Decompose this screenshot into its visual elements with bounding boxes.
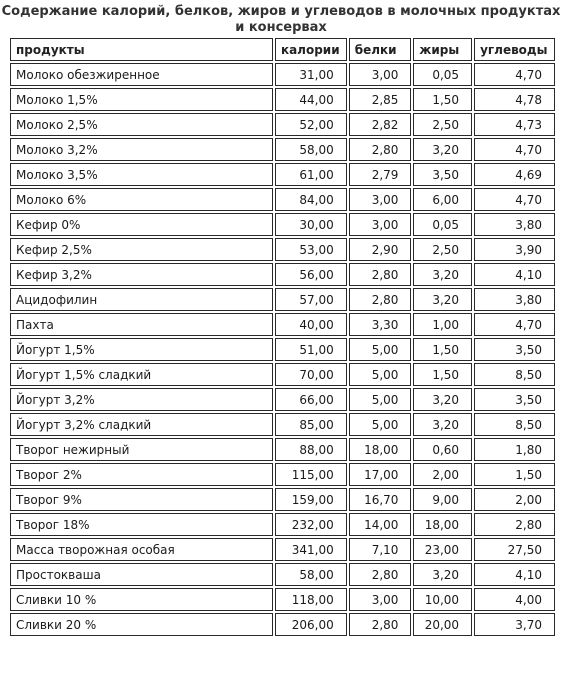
product-name-cell: Молоко 1,5% xyxy=(10,88,273,111)
product-name-cell: Творог 2% xyxy=(10,463,273,486)
table-row xyxy=(10,338,555,361)
product-name-cell: Сливки 20 % xyxy=(10,613,273,636)
calories-cell: 232,00 xyxy=(275,513,347,536)
carbs-cell: 4,70 xyxy=(474,63,555,86)
calories-cell: 85,00 xyxy=(275,413,347,436)
fats-cell: 3,20 xyxy=(413,263,472,286)
product-name-cell: Молоко 3,2% xyxy=(10,138,273,161)
calories-cell: 118,00 xyxy=(275,588,347,611)
carbs-cell: 3,90 xyxy=(474,238,555,261)
calories-cell: 70,00 xyxy=(275,363,347,386)
calories-cell: 51,00 xyxy=(275,338,347,361)
header-carbs: углеводы xyxy=(474,38,555,61)
fats-cell: 18,00 xyxy=(413,513,472,536)
carbs-cell: 1,80 xyxy=(474,438,555,461)
table-row xyxy=(10,613,555,636)
table-row xyxy=(10,63,555,86)
product-name-cell: Пахта xyxy=(10,313,273,336)
table-row xyxy=(10,513,555,536)
carbs-cell: 8,50 xyxy=(474,413,555,436)
table-row xyxy=(10,438,555,461)
carbs-cell: 4,70 xyxy=(474,188,555,211)
proteins-cell: 2,82 xyxy=(349,113,412,136)
proteins-cell: 2,80 xyxy=(349,138,412,161)
calories-cell: 66,00 xyxy=(275,388,347,411)
carbs-cell: 2,80 xyxy=(474,513,555,536)
fats-cell: 3,20 xyxy=(413,413,472,436)
proteins-cell: 2,80 xyxy=(349,563,412,586)
calories-cell: 30,00 xyxy=(275,213,347,236)
product-name-cell: Творог нежирный xyxy=(10,438,273,461)
carbs-cell: 4,78 xyxy=(474,88,555,111)
carbs-cell: 8,50 xyxy=(474,363,555,386)
table-row xyxy=(10,138,555,161)
fats-cell: 2,00 xyxy=(413,463,472,486)
calories-cell: 61,00 xyxy=(275,163,347,186)
carbs-cell: 4,10 xyxy=(474,563,555,586)
nutrition-table xyxy=(8,36,557,638)
fats-cell: 2,50 xyxy=(413,113,472,136)
calories-cell: 53,00 xyxy=(275,238,347,261)
carbs-cell: 2,00 xyxy=(474,488,555,511)
fats-cell: 1,50 xyxy=(413,363,472,386)
proteins-cell: 7,10 xyxy=(349,538,412,561)
carbs-cell: 1,50 xyxy=(474,463,555,486)
table-row xyxy=(10,263,555,286)
carbs-cell: 3,50 xyxy=(474,338,555,361)
fats-cell: 10,00 xyxy=(413,588,472,611)
fats-cell: 6,00 xyxy=(413,188,472,211)
proteins-cell: 2,79 xyxy=(349,163,412,186)
calories-cell: 159,00 xyxy=(275,488,347,511)
proteins-cell: 5,00 xyxy=(349,388,412,411)
proteins-cell: 3,00 xyxy=(349,188,412,211)
table-row xyxy=(10,188,555,211)
proteins-cell: 2,80 xyxy=(349,288,412,311)
carbs-cell: 27,50 xyxy=(474,538,555,561)
product-name-cell: Творог 18% xyxy=(10,513,273,536)
fats-cell: 0,05 xyxy=(413,63,472,86)
calories-cell: 52,00 xyxy=(275,113,347,136)
fats-cell: 3,20 xyxy=(413,288,472,311)
product-name-cell: Йогурт 3,2% сладкий xyxy=(10,413,273,436)
table-row xyxy=(10,313,555,336)
carbs-cell: 4,70 xyxy=(474,313,555,336)
proteins-cell: 3,00 xyxy=(349,588,412,611)
table-row xyxy=(10,388,555,411)
carbs-cell: 4,70 xyxy=(474,138,555,161)
product-name-cell: Йогурт 3,2% xyxy=(10,388,273,411)
carbs-cell: 3,80 xyxy=(474,213,555,236)
proteins-cell: 3,30 xyxy=(349,313,412,336)
product-name-cell: Кефир 2,5% xyxy=(10,238,273,261)
table-row xyxy=(10,463,555,486)
carbs-cell: 4,00 xyxy=(474,588,555,611)
carbs-cell: 4,73 xyxy=(474,113,555,136)
calories-cell: 115,00 xyxy=(275,463,347,486)
carbs-cell: 3,50 xyxy=(474,388,555,411)
fats-cell: 9,00 xyxy=(413,488,472,511)
product-name-cell: Йогурт 1,5% сладкий xyxy=(10,363,273,386)
table-row xyxy=(10,488,555,511)
calories-cell: 88,00 xyxy=(275,438,347,461)
calories-cell: 31,00 xyxy=(275,63,347,86)
table-row xyxy=(10,563,555,586)
product-name-cell: Молоко 3,5% xyxy=(10,163,273,186)
calories-cell: 84,00 xyxy=(275,188,347,211)
header-calories: калории xyxy=(275,38,347,61)
fats-cell: 2,50 xyxy=(413,238,472,261)
carbs-cell: 4,69 xyxy=(474,163,555,186)
table-row xyxy=(10,113,555,136)
fats-cell: 3,50 xyxy=(413,163,472,186)
fats-cell: 1,50 xyxy=(413,338,472,361)
fats-cell: 0,60 xyxy=(413,438,472,461)
product-name-cell: Сливки 10 % xyxy=(10,588,273,611)
calories-cell: 57,00 xyxy=(275,288,347,311)
table-row xyxy=(10,588,555,611)
carbs-cell: 3,80 xyxy=(474,288,555,311)
proteins-cell: 3,00 xyxy=(349,63,412,86)
product-name-cell: Творог 9% xyxy=(10,488,273,511)
page-title: Содержание калорий, белков, жиров и углеводов в молочных продуктах и консервах xyxy=(1,4,561,35)
calories-cell: 56,00 xyxy=(275,263,347,286)
calories-cell: 44,00 xyxy=(275,88,347,111)
product-name-cell: Молоко 6% xyxy=(10,188,273,211)
table-row xyxy=(10,413,555,436)
proteins-cell: 2,85 xyxy=(349,88,412,111)
table-row xyxy=(10,538,555,561)
table-row xyxy=(10,288,555,311)
fats-cell: 1,00 xyxy=(413,313,472,336)
table-row xyxy=(10,163,555,186)
proteins-cell: 5,00 xyxy=(349,338,412,361)
table-row xyxy=(10,363,555,386)
proteins-cell: 14,00 xyxy=(349,513,412,536)
proteins-cell: 2,90 xyxy=(349,238,412,261)
product-name-cell: Молоко обезжиренное xyxy=(10,63,273,86)
carbs-cell: 4,10 xyxy=(474,263,555,286)
product-name-cell: Простокваша xyxy=(10,563,273,586)
product-name-cell: Кефир 3,2% xyxy=(10,263,273,286)
proteins-cell: 2,80 xyxy=(349,613,412,636)
fats-cell: 23,00 xyxy=(413,538,472,561)
fats-cell: 1,50 xyxy=(413,88,472,111)
proteins-cell: 5,00 xyxy=(349,413,412,436)
product-name-cell: Йогурт 1,5% xyxy=(10,338,273,361)
proteins-cell: 3,00 xyxy=(349,213,412,236)
fats-cell: 20,00 xyxy=(413,613,472,636)
table-row xyxy=(10,238,555,261)
proteins-cell: 16,70 xyxy=(349,488,412,511)
calories-cell: 206,00 xyxy=(275,613,347,636)
product-name-cell: Молоко 2,5% xyxy=(10,113,273,136)
fats-cell: 3,20 xyxy=(413,388,472,411)
fats-cell: 3,20 xyxy=(413,563,472,586)
calories-cell: 341,00 xyxy=(275,538,347,561)
calories-cell: 40,00 xyxy=(275,313,347,336)
calories-cell: 58,00 xyxy=(275,563,347,586)
fats-cell: 3,20 xyxy=(413,138,472,161)
header-products: продукты xyxy=(10,38,273,61)
product-name-cell: Кефир 0% xyxy=(10,213,273,236)
fats-cell: 0,05 xyxy=(413,213,472,236)
table-row xyxy=(10,88,555,111)
proteins-cell: 2,80 xyxy=(349,263,412,286)
proteins-cell: 5,00 xyxy=(349,363,412,386)
table-row xyxy=(10,213,555,236)
product-name-cell: Ацидофилин xyxy=(10,288,273,311)
product-name-cell: Масса творожная особая xyxy=(10,538,273,561)
calories-cell: 58,00 xyxy=(275,138,347,161)
proteins-cell: 18,00 xyxy=(349,438,412,461)
carbs-cell: 3,70 xyxy=(474,613,555,636)
header-fats: жиры xyxy=(413,38,472,61)
header-proteins: белки xyxy=(349,38,412,61)
table-header-row xyxy=(10,38,555,61)
proteins-cell: 17,00 xyxy=(349,463,412,486)
